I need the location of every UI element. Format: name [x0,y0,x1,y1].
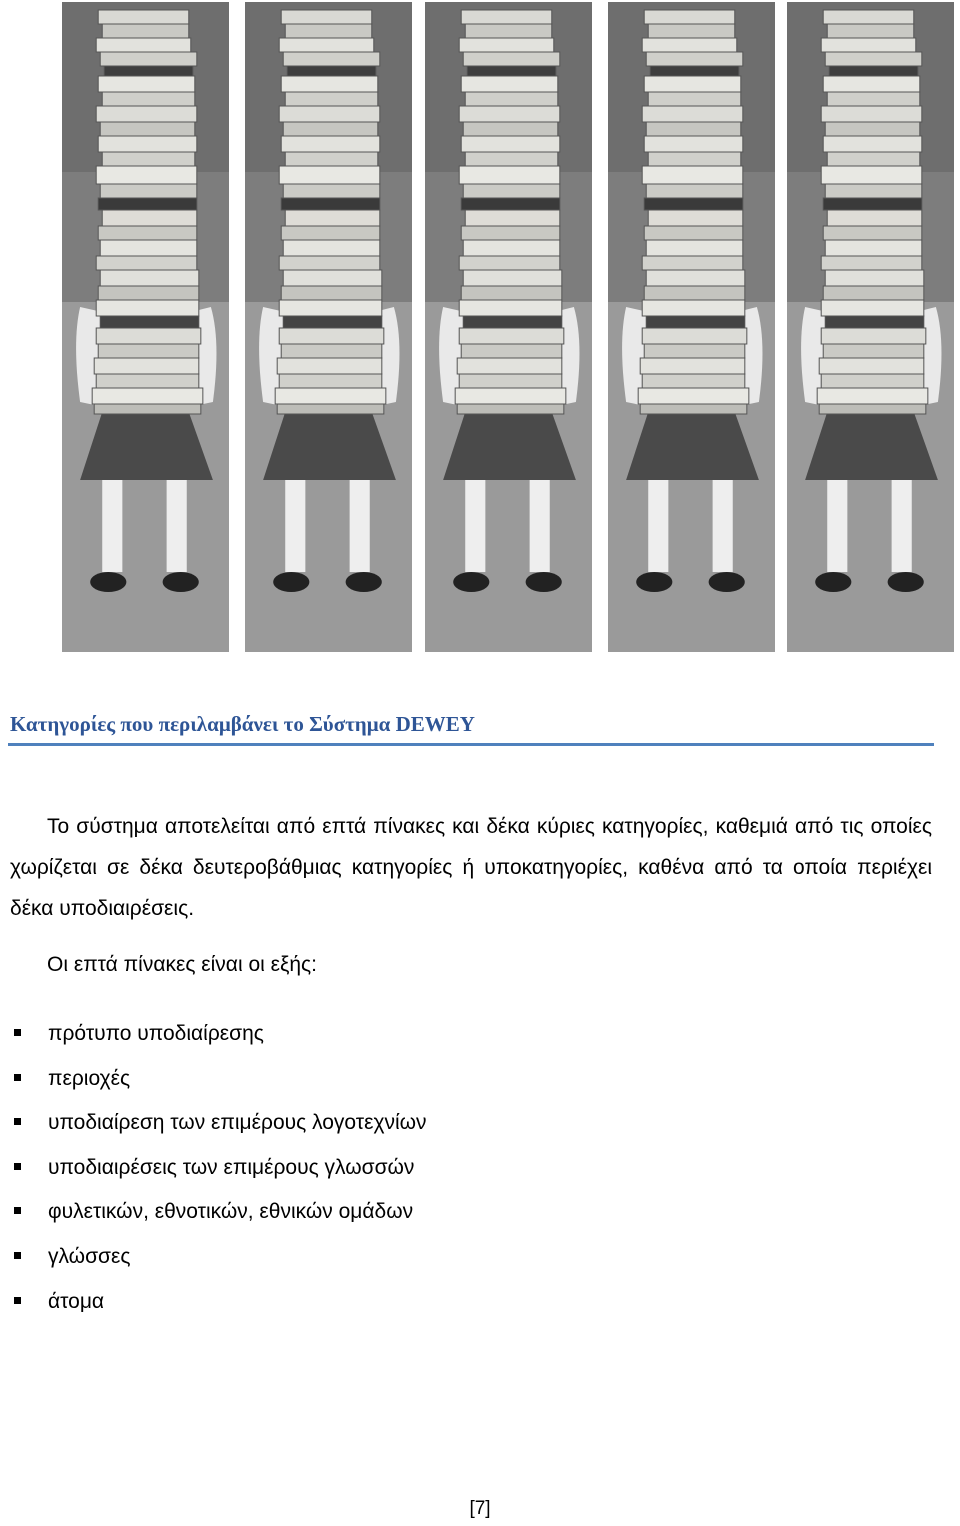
stacked-books-photo-icon [787,2,954,652]
stacked-books-photo-icon [608,2,775,652]
book-stack-photo [425,2,592,652]
stacked-books-photo-icon [62,2,229,652]
intro-paragraph: Το σύστημα αποτελείται από επτά πίνακες και δέκα κύριες κατηγορίες, καθεμιά από τις οποίες χωρίζεται σε δέκα δευτεροβάθμιας κατηγορίες ή υποκατηγορίες, καθένα από τα οποία περιέχει δέκα υποδιαιρέσεις. [10,815,932,920]
square-bullet-icon [14,1252,21,1259]
square-bullet-icon [14,1297,21,1304]
list-item-text: πρότυπο υποδιαίρεσης [48,1022,264,1045]
list-item-text: περιοχές [48,1066,131,1090]
list-item-text: γλώσσες [48,1244,131,1268]
stacked-books-photo-icon [245,2,412,652]
list-item-text: υποδιαιρέσεις των επιμέρους γλωσσών [48,1155,415,1179]
square-bullet-icon [14,1029,21,1036]
page-number: [7] [469,1498,491,1519]
square-bullet-icon [14,1118,21,1125]
book-stack-photo [245,2,412,652]
section-heading: Κατηγορίες που περιλαμβάνει το Σύστημα DEWEY [10,712,475,736]
list-item-text: φυλετικών, εθνοτικών, εθνικών ομάδων [48,1200,414,1224]
book-stack-photo [62,2,229,652]
heading-underline [8,743,934,746]
header-photo-strip [0,0,960,660]
square-bullet-icon [14,1163,21,1170]
square-bullet-icon [14,1207,21,1214]
book-stack-photo [608,2,775,652]
book-stack-photo [787,2,954,652]
tables-intro-paragraph: Οι επτά πίνακες είναι οι εξής: [47,953,318,976]
stacked-books-photo-icon [425,2,592,652]
square-bullet-icon [14,1074,21,1081]
list-item-text: άτομα [48,1289,105,1313]
list-item-text: υποδιαίρεση των επιμέρους λογοτεχνίων [48,1111,427,1135]
